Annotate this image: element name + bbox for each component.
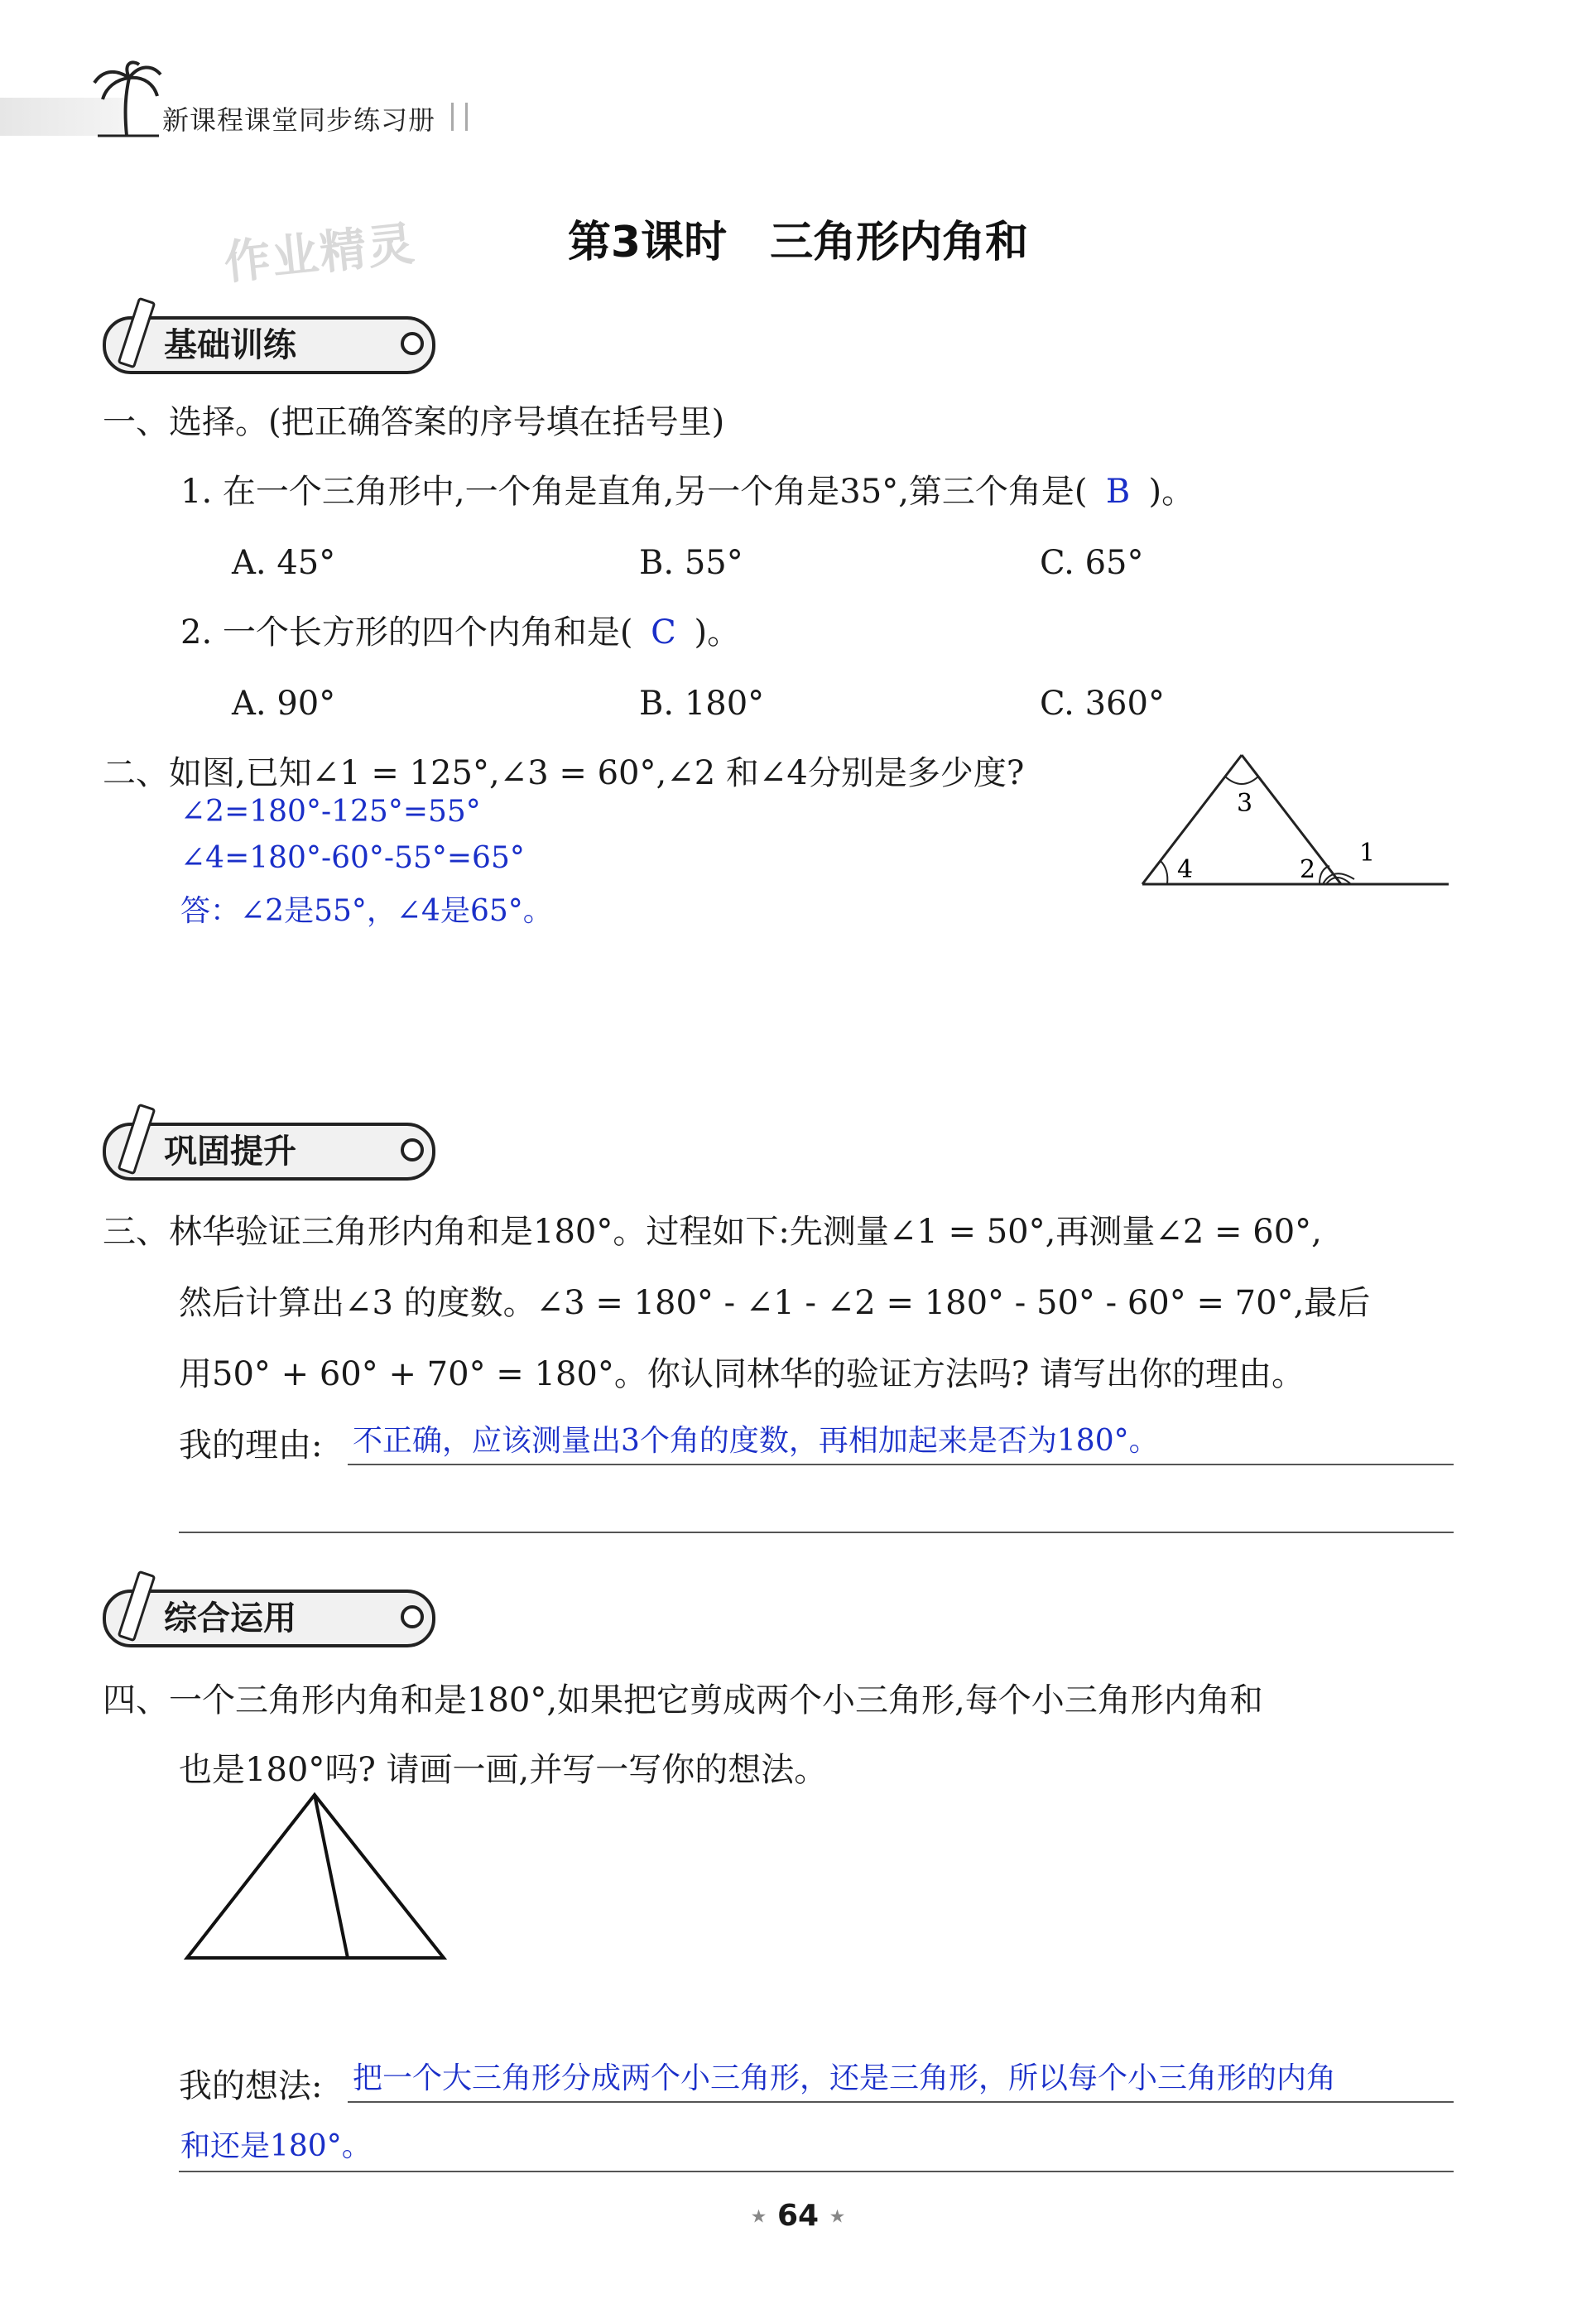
idea-answer-line1: 把一个大三角形分成两个小三角形，还是三角形，所以每个小三角形的内角 [353,2061,1337,2095]
q1-answer: B [1105,473,1131,511]
lesson-title: 第3课时 三角形内角和 [567,218,1029,267]
pencil-icon [118,1104,156,1176]
answer-line [179,2171,1454,2172]
part2-answer-line2: ∠4=180°-60°-55°=65° [180,841,525,875]
ring-icon [401,1138,424,1162]
answer-line [348,1464,1454,1465]
reason-answer: 不正确，应该测量出3个角的度数，再相加起来是否为180°。 [353,1424,1159,1458]
figure-label-2: 2 [1300,855,1316,884]
header-marks [451,103,468,131]
divided-triangle-drawing [180,1788,454,1962]
q2-answer: C [651,613,676,652]
q2-option-a: A. 90° [232,685,336,723]
ring-icon [401,1605,424,1628]
part2-heading: 二、如图,已知∠1 = 125°,∠3 = 60°,∠2 和∠4分别是多少度? [103,754,1025,792]
pencil-icon [118,1570,156,1642]
page-number-text: 64 [776,2199,820,2233]
answer-line [179,1532,1454,1533]
book-title: 新课程课堂同步练习册 [162,104,436,136]
page-number [0,2199,1596,2233]
q1-text: 1. 在一个三角形中,一个角是直角,另一个角是35°,第三个角是( [180,473,1088,511]
figure-label-1: 1 [1359,839,1376,868]
figure-label-4: 4 [1177,855,1194,884]
answer-line [348,2101,1454,2103]
part1-q1 [180,469,1195,515]
q2-text-end: )。 [694,613,741,652]
part3-line3: 用50° + 60° + 70° = 180°。你认同林华的验证方法吗? 请写出你的理由。 [179,1355,1305,1393]
part2-answer-line1: ∠2=180°-125°=55° [180,795,481,829]
part4-line1: 四、一个三角形内角和是180°,如果把它剪成两个小三角形,每个小三角形内角和 [103,1681,1263,1719]
figure-label-3: 3 [1237,789,1253,818]
pencil-icon [118,297,156,369]
section-consolidate-text: 巩固提升 [164,1133,296,1171]
q1-option-b: B. 55° [639,544,743,582]
reason-label: 我的理由: [179,1426,323,1464]
part4-line2: 也是180°吗? 请画一画,并写一写你的想法。 [179,1751,828,1789]
section-basic-label [103,316,435,374]
star-icon: ★ [750,2206,767,2228]
triangle-figure [1134,745,1457,894]
q2-text: 2. 一个长方形的四个内角和是( [180,613,633,652]
section-consolidate-label [103,1123,435,1181]
q2-option-b: B. 180° [639,685,765,723]
section-apply-label [103,1590,435,1647]
q1-option-c: C. 65° [1040,544,1144,582]
part3-line1: 三、林华验证三角形内角和是180°。过程如下:先测量∠1 = 50°,再测量∠2 = 60°, [103,1213,1322,1251]
part1-heading: 一、选择。(把正确答案的序号填在括号里) [103,403,725,441]
idea-answer-line2: 和还是180°。 [180,2129,372,2163]
idea-label: 我的想法: [179,2067,323,2105]
part1-q2 [180,609,740,656]
q1-text-end: )。 [1148,473,1195,511]
part2-answer-line3: 答：∠2是55°，∠4是65°。 [180,894,553,928]
palm-tree-icon [89,60,164,138]
q1-option-a: A. 45° [232,544,336,582]
watermark: 作业精灵 [221,217,419,291]
q2-option-c: C. 360° [1040,685,1165,723]
section-basic-text: 基础训练 [164,326,296,364]
part3-line2: 然后计算出∠3 的度数。∠3 = 180° - ∠1 - ∠2 = 180° - 50° - 60° = 70°,最后 [179,1284,1371,1322]
star-icon: ★ [829,2206,846,2228]
ring-icon [401,332,424,355]
section-apply-text: 综合运用 [164,1599,296,1638]
